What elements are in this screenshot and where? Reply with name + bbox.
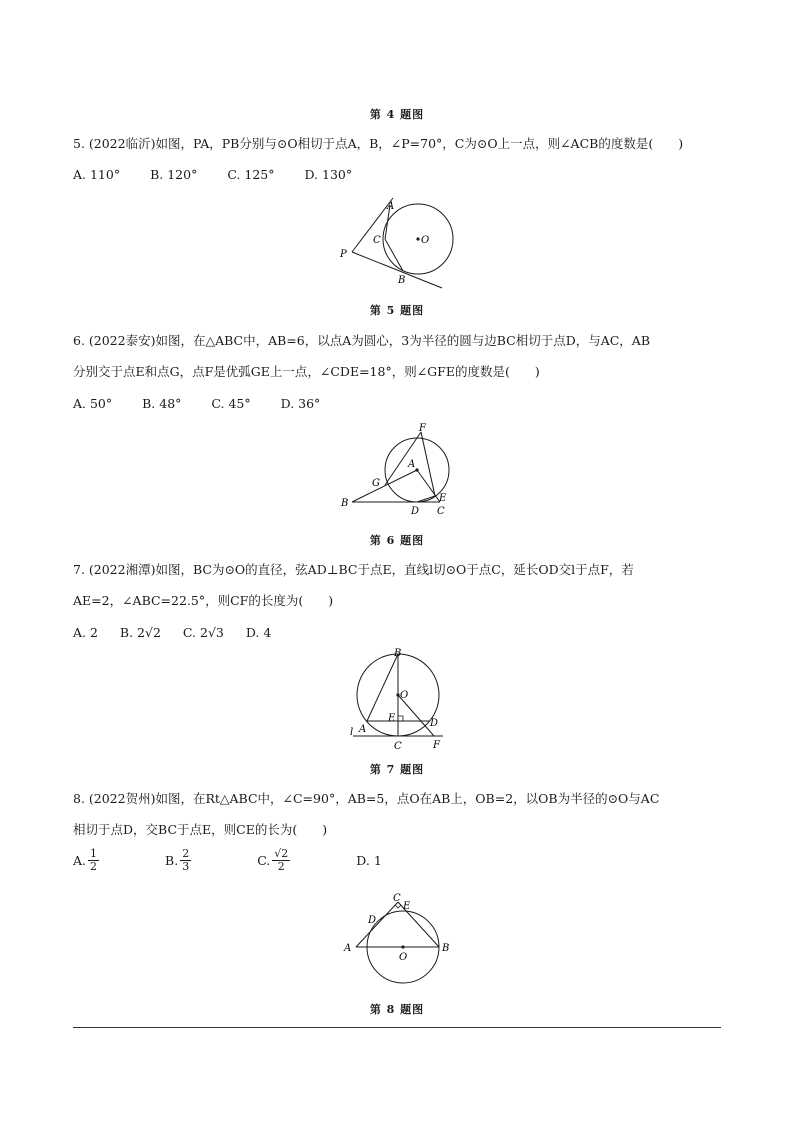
label-d: D [411,506,420,517]
label-p: P [340,249,347,260]
label-c: C [437,506,445,517]
option-c-denominator: 2 [277,860,285,873]
right-angle-mark [398,716,403,721]
side-ac [417,470,440,502]
figure-6-caption: 第 6 题图 [369,534,425,547]
question-7-stem-line-2: AE=2，∠ABC=22.5°，则CF的长度为( ) [73,593,334,608]
option-b-denominator: 3 [182,860,190,873]
right-angle-mark [395,905,401,908]
label-c: C [393,893,401,904]
label-d: D [368,915,377,926]
side-ab [352,470,417,502]
figure-8-caption: 第 8 题图 [369,1003,425,1016]
label-b: B [442,943,450,954]
label-e: E [388,713,396,724]
tangent-pb [352,252,442,288]
label-a: A [344,943,352,954]
page-bottom-rule [73,1027,721,1028]
label-f: F [419,423,426,434]
option-a-fraction [88,848,125,873]
question-7-options [73,625,297,640]
figure-7-caption: 第 7 题图 [369,763,425,776]
option-a: A. 2 [73,625,98,640]
segment-fe [421,432,435,496]
center-point [416,237,419,240]
option-d: D. 4 [245,625,272,640]
figure-8-diagram [335,888,465,988]
option-c: C. 45° [211,396,251,411]
question-6-stem-line-1: 6. (2022泰安)如图，在△ABC中，AB=6，以点A为圆心，3为半径的圆与边BC相切于点D，与AC，AB [73,333,651,348]
option-d: D. 36° [280,396,321,411]
question-8-stem-line-2: 相切于点D，交BC于点E，则CE的长为( ) [73,822,328,837]
label-l: l [350,727,354,738]
label-g: G [372,478,380,489]
option-b: B. 2√2 [119,625,161,640]
option-b: B. 48° [142,396,182,411]
center-point [415,468,418,471]
option-b: B. 120° [150,167,198,182]
label-a: A [387,201,395,212]
option-a-letter: A. [73,853,87,868]
center-point [401,945,404,948]
label-a: A [359,724,367,735]
question-5-stem: 5. (2022临沂)如图，PA，PB分别与⊙O相切于点A，B，∠P=70°，C为⊙O上一点，则∠ACB的度数是( ) [73,136,684,151]
option-a: A. 50° [73,396,113,411]
label-b: B [398,275,406,286]
figure-7-diagram [345,645,455,755]
option-d: D. 130° [304,167,353,182]
option-a: A. 110° [73,167,121,182]
label-c: C [373,235,381,246]
option-c-letter: C. [257,853,271,868]
option-c-numerator: √2 [274,847,289,860]
segment-of [398,695,434,736]
option-c-fraction [272,848,316,873]
option-b-letter: B. [165,853,179,868]
option-c: C. 125° [227,167,275,182]
question-7-stem-line-1: 7. (2022湘潭)如图，BC为⊙O的直径，弦AD⊥BC于点E，直线l切⊙O于点C，延长OD交l于点F，若 [73,562,634,577]
figure-5-diagram [330,192,470,292]
option-b-fraction [180,848,217,873]
label-a: A [408,459,416,470]
option-b-numerator: 2 [182,847,190,860]
figure-6-diagram [335,420,465,520]
label-o: O [400,690,409,701]
question-6-options [73,396,346,411]
option-c: C. 2√3 [182,625,224,640]
label-d: D [430,718,439,729]
option-d: D. 1 [356,853,382,868]
option-a-denominator: 2 [90,860,98,873]
question-6-stem-line-2: 分别交于点E和点G，点F是优弧GE上一点，∠CDE=18°，则∠GFE的度数是( ) [73,364,540,379]
figure-4-caption: 第 4 题图 [369,108,425,121]
label-f: F [433,740,440,751]
label-o: O [421,235,430,246]
figure-5-caption: 第 5 题图 [369,304,425,317]
label-b: B [394,648,402,659]
question-8-stem-line-1: 8. (2022贺州)如图，在Rt△ABC中，∠C=90°，AB=5，点O在AB上，OB=2，以OB为半径的⊙O与AC [73,791,660,806]
question-8-options [73,848,408,873]
label-o: O [399,952,408,963]
label-c: C [394,741,402,752]
option-a-numerator: 1 [90,847,98,860]
label-b: B [341,498,349,509]
question-5-options [73,167,378,182]
label-e: E [403,901,411,912]
label-e: E [439,493,447,504]
segment-ac [356,902,398,947]
